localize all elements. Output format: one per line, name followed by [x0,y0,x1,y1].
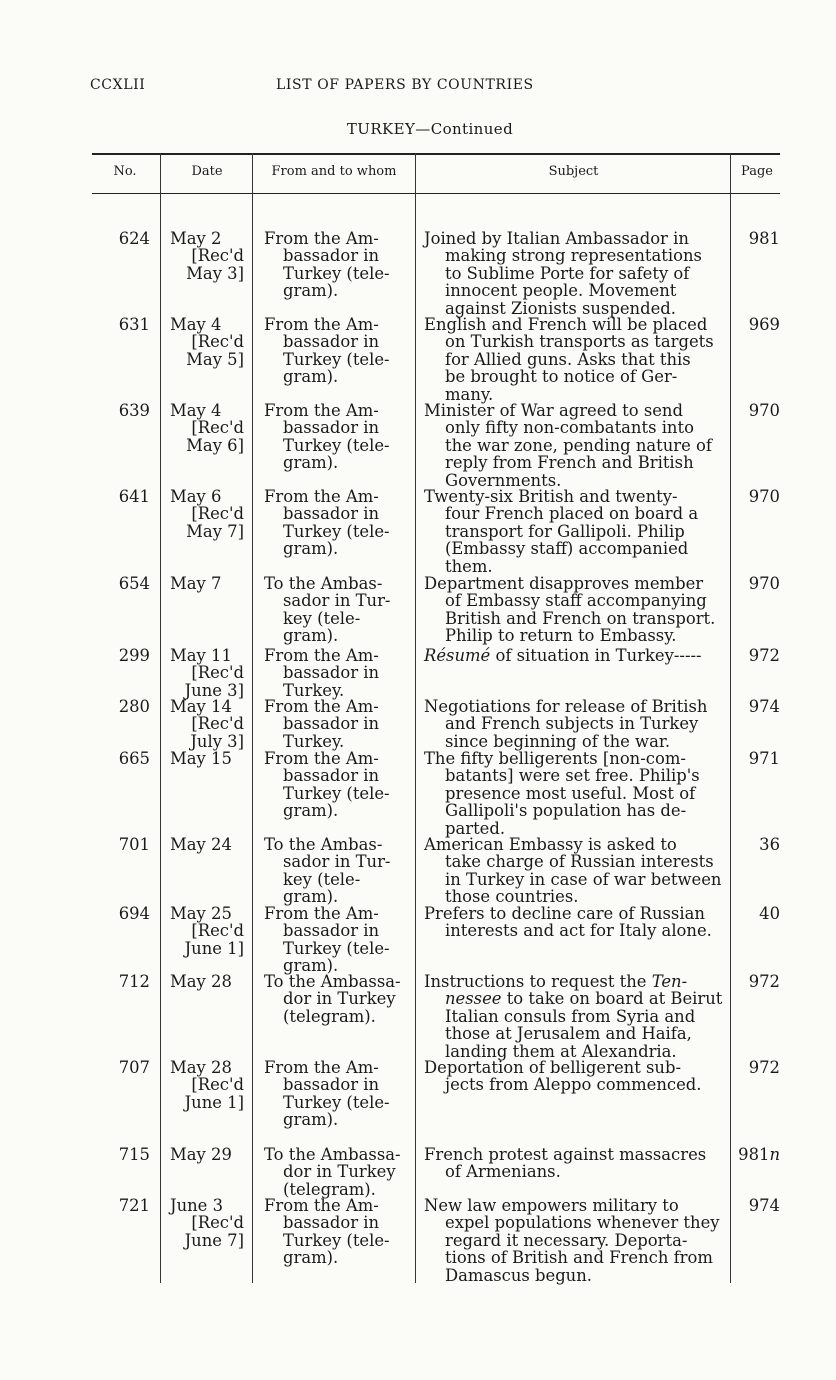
subject-line: of Embassy staff accompanying [445,591,707,611]
subject-line: innocent people. Movement [445,281,677,301]
subject-line: making strong representations [445,246,702,266]
subject-italic: Résumé [424,646,491,665]
date-line: June 1] [184,1092,244,1112]
row-date [170,973,244,990]
date-line: [Rec'd [191,663,244,683]
from-line: Turkey. [283,731,345,751]
from-line: bassador in [283,766,380,786]
row-from [262,230,412,300]
row-date [170,698,244,750]
row-page: 981 [748,229,780,248]
from-line: bassador in [283,1213,380,1233]
from-line: gram). [283,281,339,301]
from-line: dor in Turkey [283,1162,396,1182]
row-date [170,402,244,454]
subject-italic: nessee [445,989,502,1009]
row-number: 654 [118,574,150,593]
from-line: bassador in [283,921,380,941]
row-date [170,488,244,540]
row-subject [424,316,724,403]
row-number: 631 [118,315,150,334]
row-date [170,647,244,699]
date-line: [Rec'd [191,246,244,266]
date-line: May 7] [186,521,244,541]
date-line: May 24 [170,835,232,854]
row-page: 970 [748,401,780,420]
date-line: May 4 [170,401,222,420]
row-from [262,1197,412,1267]
from-line: To the Ambas- [264,574,383,593]
row-subject [424,488,724,575]
date-line: [Rec'd [191,1075,244,1095]
row-from [262,1059,412,1129]
row-number: 707 [118,1058,150,1077]
subject-line: Twenty-six British and twenty- [424,487,678,506]
subject-line: those countries. [445,887,579,907]
row-from [262,698,412,750]
row-subject [424,647,724,664]
row-page: 40 [759,904,780,923]
from-line: (telegram). [283,1179,376,1199]
from-line: gram). [283,956,339,976]
from-line: Turkey (tele- [283,263,390,283]
row-from [262,316,412,386]
date-line: May 2 [170,229,222,248]
column-header-from: From and to whom [271,164,397,179]
date-line: July 3] [190,731,244,751]
from-line: sador in Tur- [283,852,391,872]
from-line: From the Am- [264,1196,379,1215]
subject-line: many. [445,384,494,404]
subject-line: Damascus begun. [445,1265,593,1285]
row-subject [424,1059,724,1094]
subject-line: The fifty belligerents [non-com- [424,749,686,768]
subject-line: of Armenians. [445,1162,561,1182]
row-page: 970 [748,487,780,506]
subject-line: Italian consuls from Syria and [445,1006,696,1026]
row-number: 639 [118,401,150,420]
from-line: From the Am- [264,487,379,506]
from-line: bassador in [283,504,380,524]
subject-line: Deportation of belligerent sub- [424,1058,682,1077]
column-header-subject: Subject [548,164,599,179]
date-line: May 29 [170,1145,232,1164]
date-line: June 3] [184,680,244,700]
from-line: gram). [283,1110,339,1130]
subject-line: since beginning of the war. [445,731,671,751]
from-line: gram). [283,1248,339,1268]
from-line: gram). [283,887,339,907]
subject-line: to Sublime Porte for safety of [445,263,690,283]
from-line: key (tele- [283,869,361,889]
row-from [262,836,412,906]
row-from [262,750,412,820]
column-divider [160,153,161,1283]
subject-line: be brought to notice of Ger- [445,367,678,387]
row-page: 36 [759,835,780,854]
column-header-date: Date [191,164,223,179]
subject-line: parted. [445,818,506,838]
subject-line: landing them at Alexandria. [445,1041,677,1061]
from-line: sador in Tur- [283,591,391,611]
date-line: June 3 [170,1196,224,1215]
date-line: May 5] [186,349,244,369]
subject-line: only fifty non-combatants into [445,418,694,438]
subject-line: interests and act for Italy alone. [445,921,712,941]
subject-line: expel populations whenever they [445,1213,720,1233]
subject-line: reply from French and British [445,453,694,473]
row-subject [424,905,724,940]
row-date [170,905,244,957]
row-date [170,1059,244,1111]
from-line: From the Am- [264,229,379,248]
date-line: [Rec'd [191,714,244,734]
row-date [170,1197,244,1249]
subject-line: Minister of War agreed to send [424,401,683,420]
from-line: Turkey (tele- [283,1230,390,1250]
subject-line: four French placed on board a [445,504,699,524]
row-from [262,575,412,645]
from-line: From the Am- [264,1058,379,1077]
date-line: [Rec'd [191,504,244,524]
subject-line: French protest against massacres [424,1145,707,1164]
date-line: [Rec'd [191,1213,244,1233]
date-line: May 6 [170,487,222,506]
subject-italic: Ten- [651,972,688,991]
row-subject [424,698,724,750]
from-line: To the Ambas- [264,835,383,854]
row-number: 299 [118,646,150,665]
from-line: From the Am- [264,401,379,420]
subject-line: English and French will be placed [424,315,708,334]
subject-line: those at Jerusalem and Haifa, [445,1024,692,1044]
subject-line: Instructions to request the Ten- [424,972,688,991]
subject-line: in Turkey in case of war between [445,869,722,889]
row-from [262,1146,412,1198]
page-suffix: n [769,1145,780,1164]
subject-line: take charge of Russian interests [445,852,714,872]
from-line: Turkey (tele- [283,783,390,803]
from-line: (telegram). [283,1006,376,1026]
date-line: May 25 [170,904,232,923]
from-line: bassador in [283,418,380,438]
row-number: 712 [118,972,150,991]
row-from [262,905,412,975]
row-number: 715 [118,1145,150,1164]
subject-line: Philip to return to Embassy. [445,626,677,646]
subject-line: Joined by Italian Ambassador in [424,229,689,248]
date-line: May 4 [170,315,222,334]
row-page: 971 [748,749,780,768]
from-line: bassador in [283,714,380,734]
row-from [262,488,412,558]
subject-line: transport for Gallipoli. Philip [445,521,685,541]
from-line: gram). [283,539,339,559]
from-line: Turkey. [283,680,345,700]
row-page: 972 [748,972,780,991]
row-page: 969 [748,315,780,334]
column-divider [730,153,731,1283]
from-line: From the Am- [264,697,379,716]
subject-line: regard it necessary. Deporta- [445,1230,688,1250]
subject-line: Résumé of situation in Turkey----- [424,646,702,665]
row-page: 974 [748,697,780,716]
from-line: bassador in [283,246,380,266]
row-date [170,230,244,282]
subject-line: and French subjects in Turkey [445,714,699,734]
row-date [170,575,244,592]
from-line: To the Ambassa- [264,1145,401,1164]
date-line: [Rec'd [191,418,244,438]
row-date [170,1146,244,1163]
date-line: [Rec'd [191,332,244,352]
row-number: 701 [118,835,150,854]
column-header-no: No. [113,164,137,179]
from-line: From the Am- [264,904,379,923]
row-date [170,316,244,368]
subject-line: New law empowers military to [424,1196,679,1215]
date-line: June 7] [184,1230,244,1250]
date-line: May 28 [170,972,232,991]
date-line: May 14 [170,697,232,716]
date-line: May 7 [170,574,222,593]
row-page: 972 [748,646,780,665]
row-subject [424,402,724,489]
row-subject [424,575,724,645]
subject-line: presence most useful. Most of [445,783,696,803]
column-header-page: Page [741,164,773,179]
from-line: From the Am- [264,749,379,768]
from-line: Turkey (tele- [283,938,390,958]
from-line: Turkey (tele- [283,521,390,541]
date-line: May 3] [186,263,244,283]
row-number: 280 [118,697,150,716]
subject-line: jects from Aleppo commenced. [445,1075,702,1095]
row-page: 972 [748,1058,780,1077]
row-page: 974 [748,1196,780,1215]
from-line: gram). [283,367,339,387]
column-divider [252,153,253,1283]
row-page: 981n [738,1145,780,1164]
row-from [262,973,412,1025]
from-line: To the Ambassa- [264,972,401,991]
subject-line: against Zionists suspended. [445,298,676,318]
row-subject [424,973,724,1060]
date-line: [Rec'd [191,921,244,941]
row-subject [424,1146,724,1181]
row-subject [424,1197,724,1284]
row-date [170,836,244,853]
section-title: TURKEY—Continued [346,120,514,138]
from-line: bassador in [283,663,380,683]
row-number: 624 [118,229,150,248]
row-number: 641 [118,487,150,506]
column-divider [415,153,416,1283]
subject-line: on Turkish transports as targets [445,332,714,352]
table-header-rule [92,193,780,194]
subject-line: batants] were set free. Philip's [445,766,700,786]
subject-line: the war zone, pending nature of [445,435,712,455]
subject-line: them. [445,556,493,576]
from-line: gram). [283,626,339,646]
subject-line: Gallipoli's population has de- [445,801,687,821]
subject-line: Department disapproves member [424,574,704,593]
from-line: dor in Turkey [283,989,396,1009]
date-line: May 11 [170,646,232,665]
row-number: 721 [118,1196,150,1215]
subject-line: British and French on transport. [445,608,716,628]
subject-line: nessee to take on board at Beirut [445,989,723,1009]
table-top-rule [92,153,780,155]
subject-line: (Embassy staff) accompanied [445,539,689,559]
subject-line: Prefers to decline care of Russian [424,904,705,923]
from-line: Turkey (tele- [283,1092,390,1112]
date-line: May 6] [186,435,244,455]
page-number: CCXLII [90,77,146,93]
from-line: Turkey (tele- [283,435,390,455]
subject-line: American Embassy is asked to [424,835,677,854]
row-page: 970 [748,574,780,593]
from-line: Turkey (tele- [283,349,390,369]
from-line: From the Am- [264,646,379,665]
subject-line: Governments. [445,470,562,490]
row-subject [424,836,724,906]
row-from [262,402,412,472]
subject-line: Negotiations for release of British [424,697,708,716]
subject-line: tions of British and French from [445,1248,713,1268]
row-date [170,750,244,767]
subject-line: for Allied guns. Asks that this [445,349,691,369]
from-line: bassador in [283,332,380,352]
row-subject [424,750,724,837]
row-number: 694 [118,904,150,923]
from-line: bassador in [283,1075,380,1095]
row-number: 665 [118,749,150,768]
running-title: LIST OF PAPERS BY COUNTRIES [276,77,534,93]
from-line: key (tele- [283,608,361,628]
row-from [262,647,412,699]
date-line: June 1] [184,938,244,958]
from-line: gram). [283,801,339,821]
date-line: May 28 [170,1058,232,1077]
from-line: gram). [283,453,339,473]
row-subject [424,230,724,317]
date-line: May 15 [170,749,232,768]
from-line: From the Am- [264,315,379,334]
